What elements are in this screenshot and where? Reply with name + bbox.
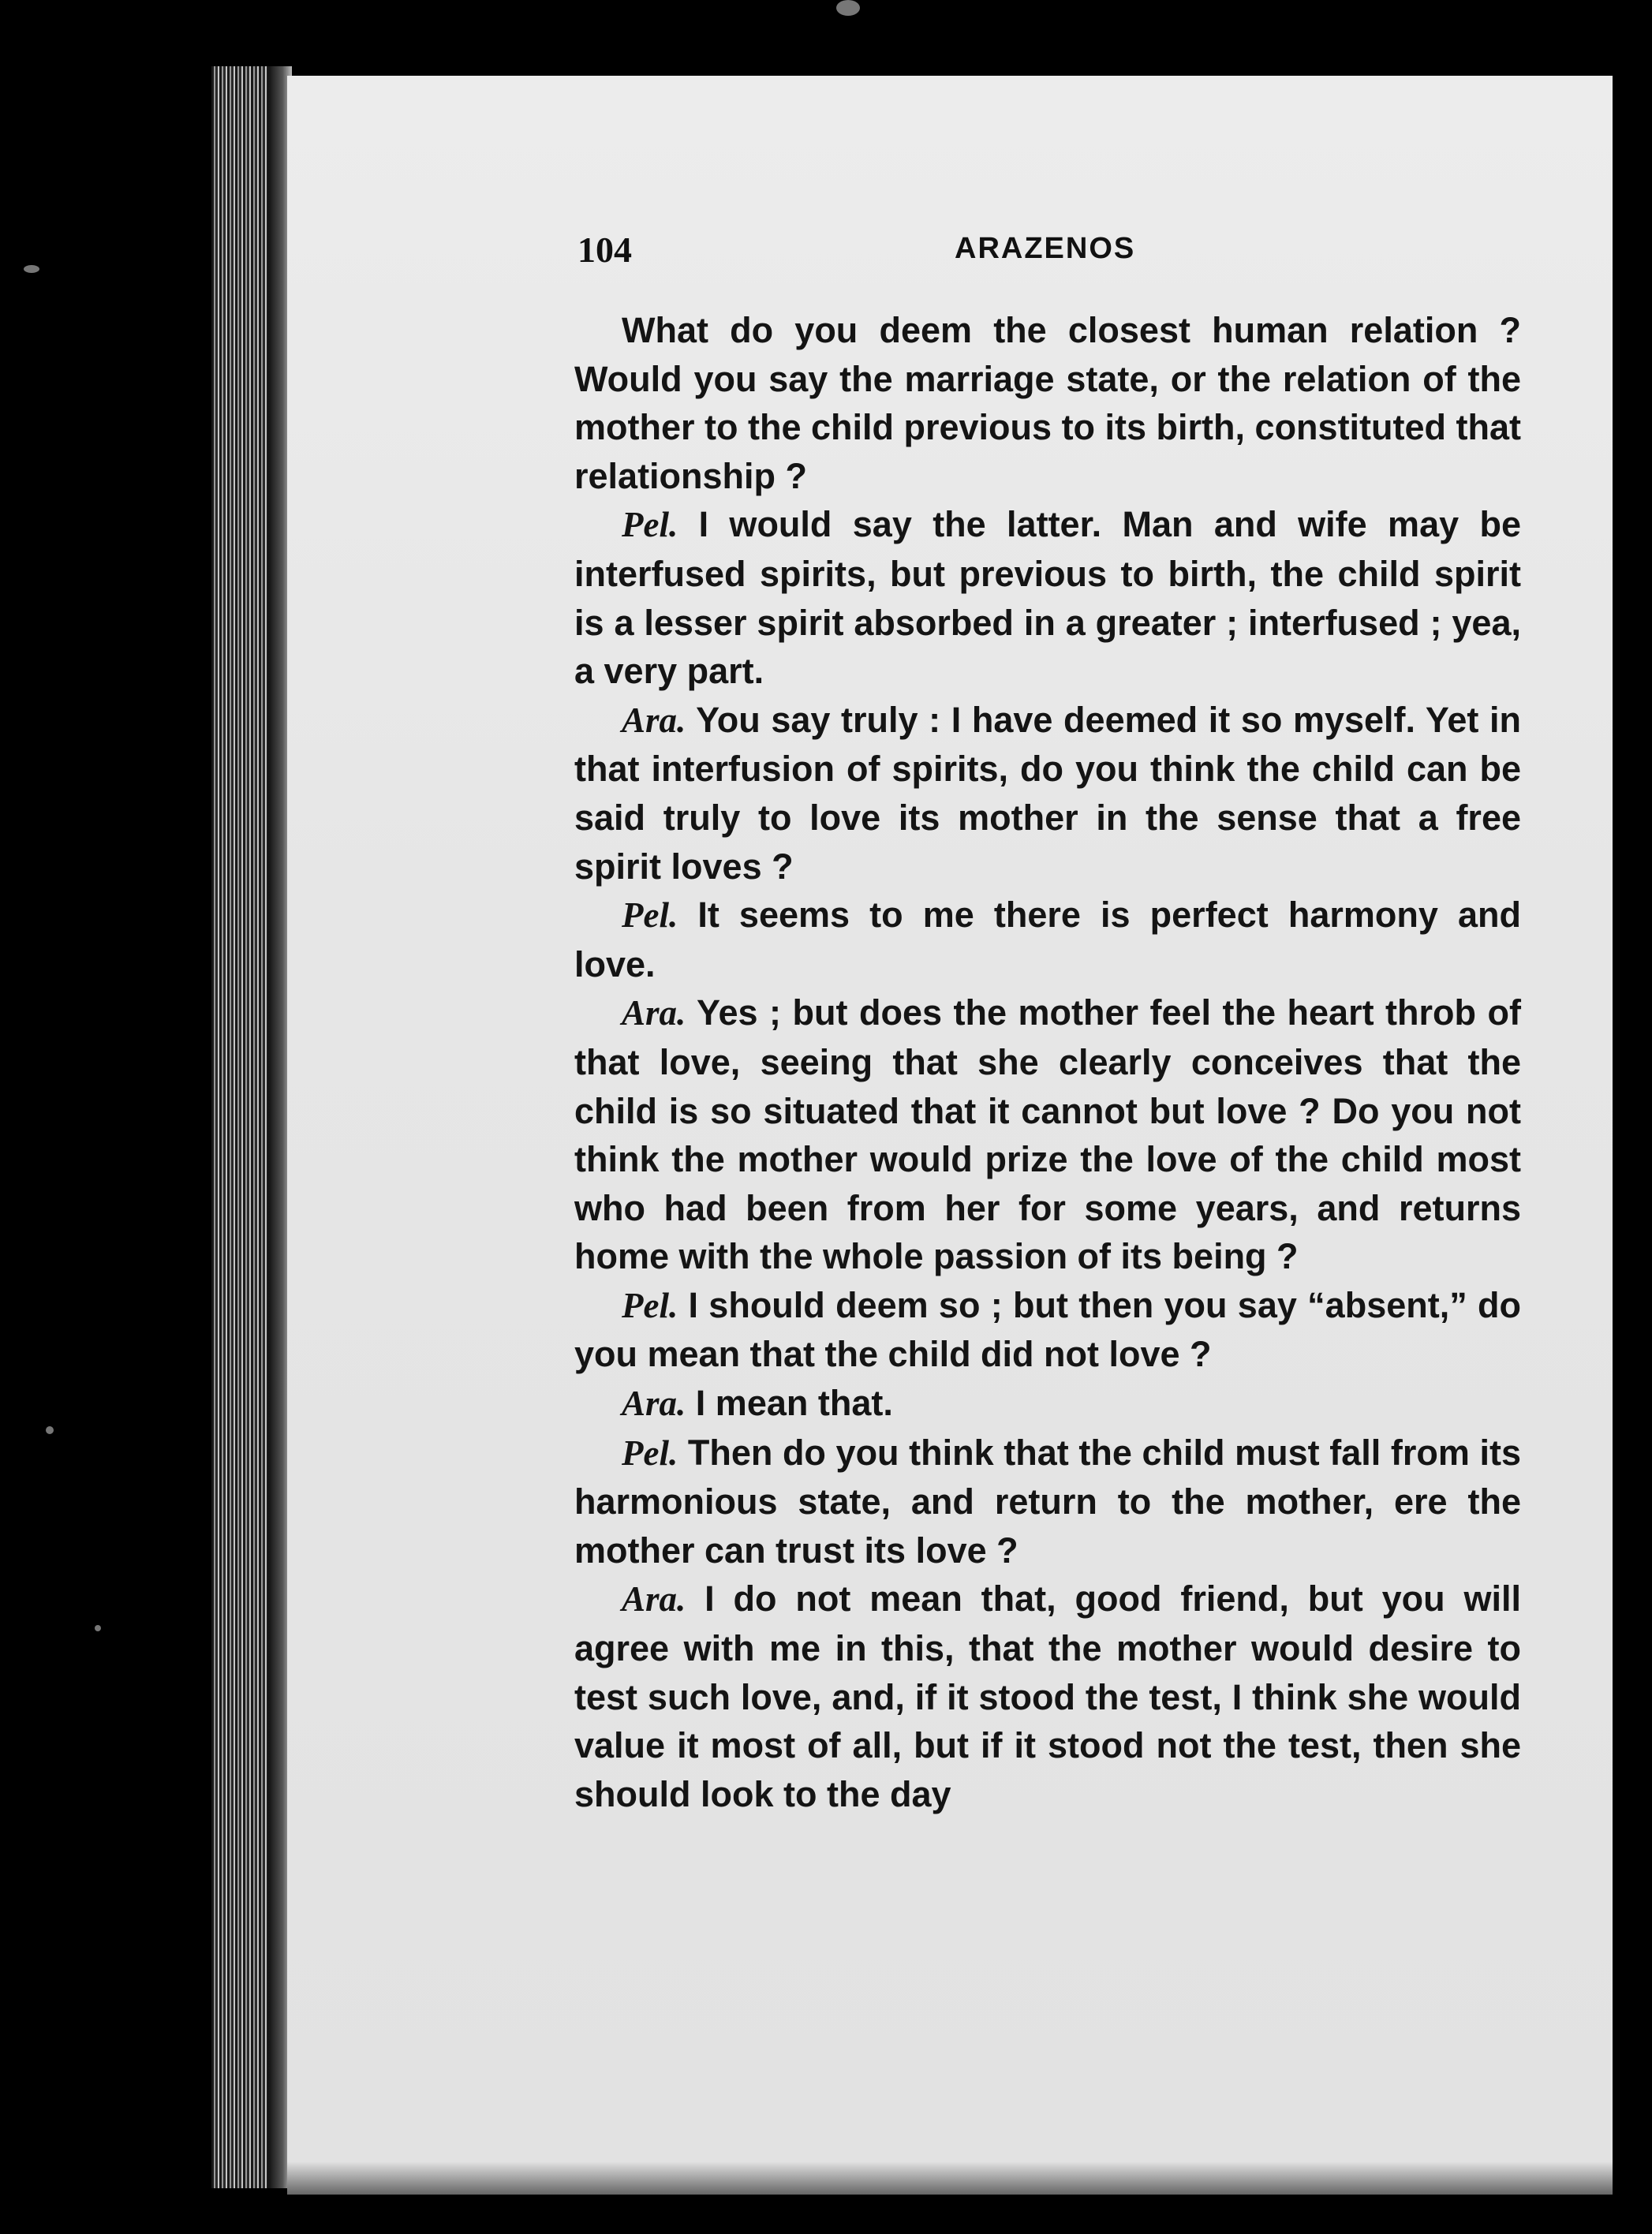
speaker-label: Ara. [622,1579,686,1619]
running-head: ARAZENOS [955,232,1136,265]
scan-speck [46,1426,54,1434]
paragraph-text: What do you deem the closest human relation ? Would you say the marriage state, or the relation of the mother to the child previous to its birth, constituted that relationship ? [574,310,1522,496]
speaker-label: Pel. [622,1285,678,1325]
scan-speck [836,0,860,16]
paragraph [574,1379,1521,1429]
scan-speck [95,1625,101,1631]
paragraph-text: You say truly : I have deemed it so myself. Yet in that interfusion of spirits, do you think the child can be said truly to love its mother in the sense that a free spirit loves ? [574,699,1521,887]
paragraph-text: I do not mean that, good friend, but you will agree with me in this, that the mother would desire to test such love, and, if it stood the test, I think she would value it most of all, but if it stood not the test, then she should look to the day [574,1578,1521,1814]
page-number: 104 [577,230,632,270]
speaker-label: Ara. [622,1384,686,1424]
paragraph [574,696,1521,891]
speaker-label: Ara. [622,993,686,1033]
page-header [577,229,1524,276]
paragraph-text: Then do you think that the child must fall from its harmonious state, and return to the mother, ere the mother can trust its love ? [574,1432,1521,1571]
speaker-label: Pel. [622,895,678,936]
speaker-label: Ara. [622,700,686,740]
paragraph-text: I mean that. [695,1383,893,1424]
paragraph [574,891,1521,988]
paragraph [574,988,1521,1281]
paragraph [574,1575,1521,1818]
paragraph-text: Yes ; but does the mother feel the heart throb of that love, seeing that she clearly conceives that the child is so situated that it cannot but love ? Do you not think the mother would prize the love of the child most who had been from her for some years, and returns home with the whole passion of its being ? [574,992,1521,1277]
paragraph-text: It seems to me there is perfect harmony and love. [574,895,1521,984]
paragraph [574,306,1521,500]
page-bottom-shadow [287,2161,1613,2195]
paragraph-text: I would say the latter. Man and wife may be interfused spirits, but previous to birth, the child spirit is a lesser spirit absorbed in a greater ; interfused ; yea, a very part. [574,504,1521,692]
paragraph [574,1429,1521,1575]
speaker-label: Pel. [622,1433,678,1473]
body-text [574,306,1521,1818]
speaker-label: Pel. [622,505,678,545]
paragraph [574,1281,1521,1379]
paragraph [574,500,1521,695]
paragraph-text: I should deem so ; but then you say “absent,” do you mean that the child did not love ? [574,1284,1521,1375]
scan-speck [24,265,39,273]
